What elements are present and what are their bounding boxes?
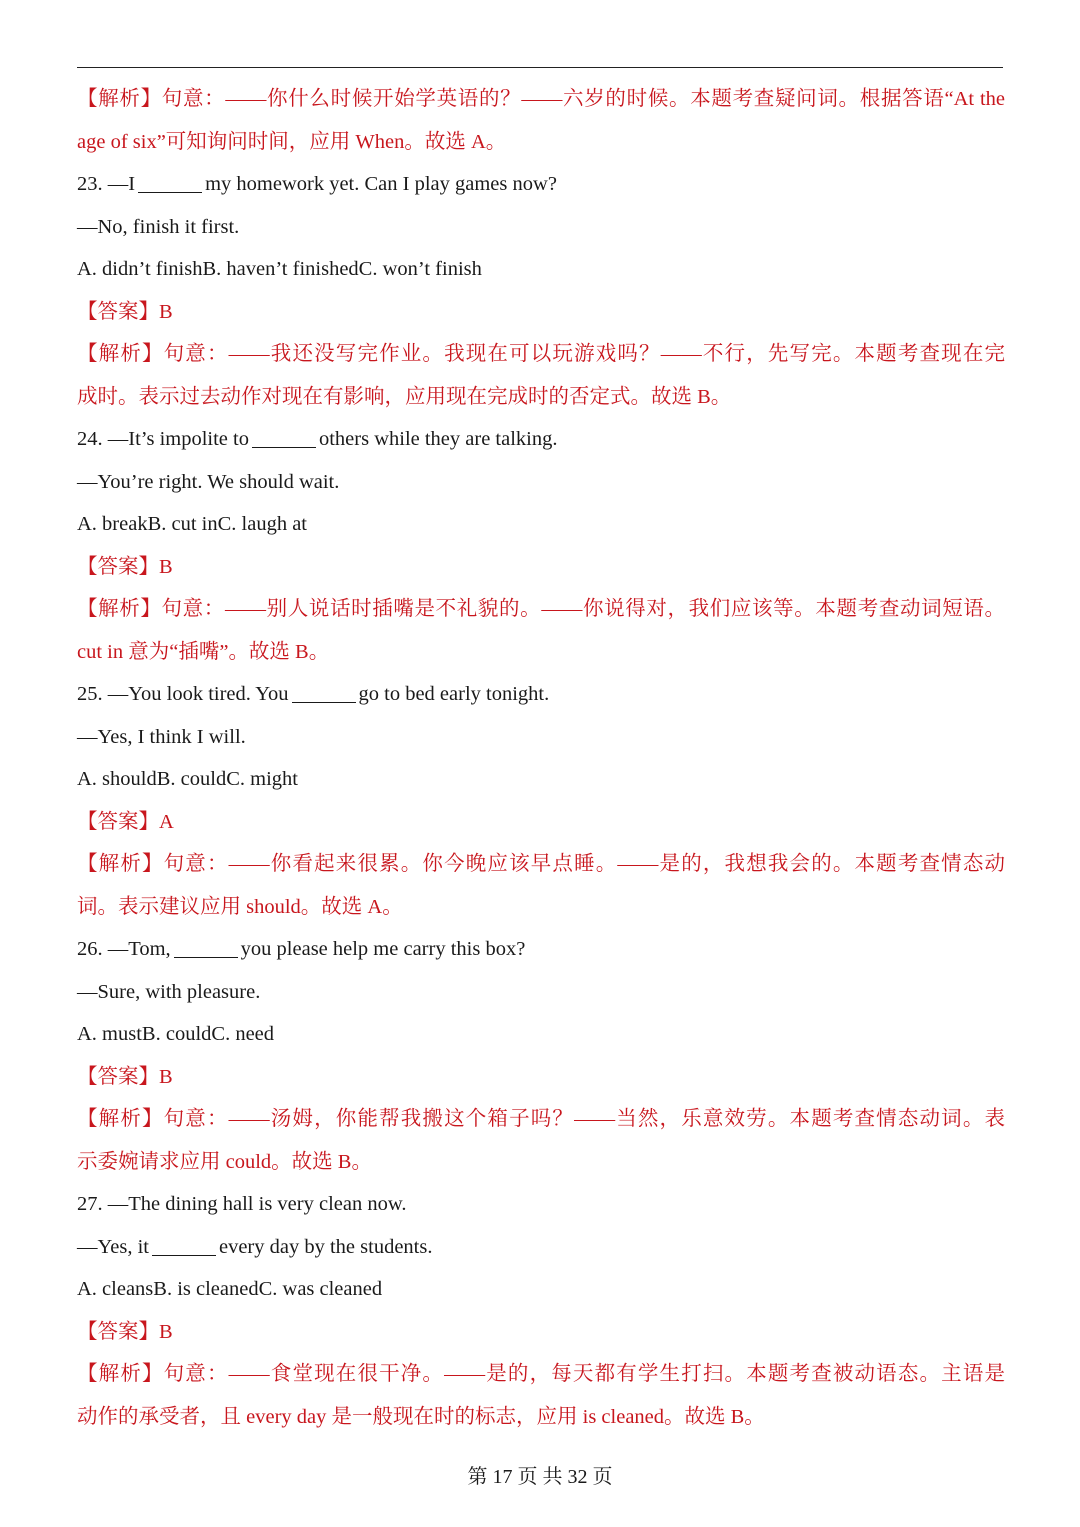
header-rule bbox=[77, 67, 1003, 68]
analysis-line: 【解析】句意：——我还没写完作业。我现在可以玩游戏吗？——不行，先写完。本题考查现在完 bbox=[77, 343, 1005, 365]
answer-line: 【答案】B bbox=[77, 1065, 173, 1088]
reply-line: —You’re right. We should wait. bbox=[77, 470, 340, 493]
analysis-line: 示委婉请求应用 could。故选 B。 bbox=[77, 1150, 372, 1173]
question-text: others while they are talking. bbox=[318, 428, 558, 450]
question-text: 24. —It’s impolite to bbox=[77, 428, 249, 450]
analysis-line: 【解析】句意：——汤姆，你能帮我搬这个箱子吗？——当然，乐意效劳。本题考查情态动词。表 bbox=[77, 1108, 1005, 1130]
answer-line: 【答案】B bbox=[77, 555, 173, 578]
question-23 bbox=[77, 163, 1005, 206]
analysis-line: 【解析】句意：——你看起来很累。你今晚应该早点睡。——是的，我想我会的。本题考查情态动 bbox=[77, 853, 1005, 875]
question-26 bbox=[77, 928, 1005, 971]
page-number: 第 17 页 共 32 页 bbox=[467, 1466, 613, 1488]
options-line: A. shouldB. couldC. might bbox=[77, 768, 298, 790]
question-text: 25. —You look tired. You bbox=[77, 683, 289, 705]
answer-blank bbox=[138, 173, 202, 193]
question-text: 23. —I bbox=[77, 173, 136, 195]
reply-line: —No, finish it first. bbox=[77, 215, 240, 238]
reply-line bbox=[77, 1226, 1005, 1269]
question-text: go to bed early tonight. bbox=[358, 683, 550, 705]
analysis-line: age of six”可知询问时间，应用 When。故选 A。 bbox=[77, 130, 507, 153]
reply-line: —Yes, I think I will. bbox=[77, 725, 246, 748]
options-line: A. didn’t finishB. haven’t finishedC. won’t finish bbox=[77, 258, 482, 280]
answer-blank bbox=[152, 1236, 216, 1256]
question-24 bbox=[77, 418, 1005, 461]
answer-blank bbox=[252, 428, 316, 448]
analysis-line: 词。表示建议应用 should。故选 A。 bbox=[77, 895, 403, 918]
answer-line: 【答案】B bbox=[77, 1320, 173, 1343]
question-text: 27. —The dining hall is very clean now. bbox=[77, 1193, 407, 1215]
answer-blank bbox=[174, 938, 238, 958]
reply-text: every day by the students. bbox=[218, 1235, 433, 1258]
answer-line: 【答案】B bbox=[77, 300, 173, 323]
options-line: A. breakB. cut inC. laugh at bbox=[77, 513, 308, 535]
question-text: 26. —Tom, bbox=[77, 938, 171, 960]
question-text: my homework yet. Can I play games now? bbox=[205, 173, 557, 195]
options-line: A. cleansB. is cleanedC. was cleaned bbox=[77, 1278, 383, 1300]
answer-line: 【答案】A bbox=[77, 810, 174, 833]
analysis-line: 【解析】句意：——食堂现在很干净。——是的，每天都有学生打扫。本题考查被动语态。主语是 bbox=[77, 1363, 1005, 1385]
analysis-line: cut in 意为“插嘴”。故选 B。 bbox=[77, 640, 330, 663]
analysis-line: 成时。表示过去动作对现在有影响，应用现在完成时的否定式。故选 B。 bbox=[77, 385, 732, 408]
analysis-line: 动作的承受者，且 every day 是一般现在时的标志，应用 is cleaned。故选 B。 bbox=[77, 1405, 765, 1428]
question-27 bbox=[77, 1183, 1005, 1226]
answer-blank bbox=[292, 683, 356, 703]
question-text: you please help me carry this box? bbox=[240, 938, 526, 960]
analysis-line: 【解析】句意：——你什么时候开始学英语的？——六岁的时候。本题考查疑问词。根据答语“At the bbox=[77, 88, 1005, 110]
options-line: A. mustB. couldC. need bbox=[77, 1023, 275, 1045]
page-content bbox=[77, 78, 1005, 1438]
question-25 bbox=[77, 673, 1005, 716]
reply-text: —Yes, it bbox=[77, 1235, 149, 1258]
reply-line: —Sure, with pleasure. bbox=[77, 980, 261, 1003]
analysis-line: 【解析】句意：——别人说话时插嘴是不礼貌的。——你说得对，我们应该等。本题考查动词短语。 bbox=[77, 598, 1005, 620]
